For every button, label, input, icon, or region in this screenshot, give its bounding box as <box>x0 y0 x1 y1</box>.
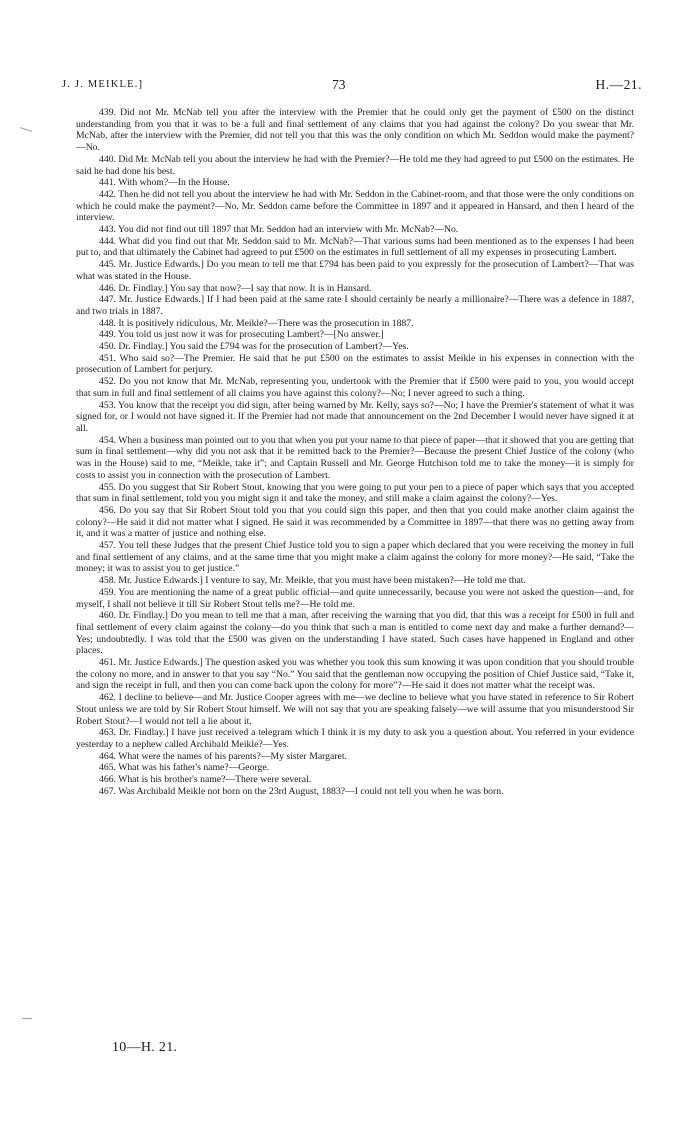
question-461: 461. Mr. Justice Edwards.] The question asked you was whether you took this sum knowing it was upon condition that you should trouble the colony no more, and in answer to that you say “No.” You said that the gentleman now occupying the position of Chief Justice said, “Take it, and sign the receipt in full, and then you can come back upon the colony for more”?—He said it does not matter what the receipt was. <box>76 657 634 692</box>
signature-line: 10—H. 21. <box>112 1040 178 1055</box>
question-449: 449. You told us just now it was for prosecuting Lambert?—[No answer.] <box>99 329 384 341</box>
question-439: 439. Did not Mr. McNab tell you after the interview with the Premier that he could only get the payment of £500 on the distinct understanding from you that it was to be a full and final settlement of any claims that you had against the colony? Do you swear that Mr. McNab, after the interview with the Premier, did not tell you that this was the only condition on which Mr. Seddon would make the payment?—No. <box>76 107 634 154</box>
question-445: 445. Mr. Justice Edwards.] Do you mean to tell me that £794 has been paid to you expressly for the prosecution of Lambert?—That was what was stated in the House. <box>76 259 634 282</box>
page-number: 73 <box>332 77 346 92</box>
question-466: 466. What is his brother's name?—There were several. <box>99 774 312 786</box>
question-444: 444. What did you find out that Mr. Seddon said to Mr. McNab?—That various sums had been mentioned as to the expenses I had been put to, and that ultimately the Cabinet had agreed to put £500 on the estimates in full settlement of all my expenses in prosecuting Lambert. <box>76 235 634 259</box>
page-header <box>62 79 642 97</box>
witness-name: J. J. MEIKLE.] <box>62 79 144 90</box>
question-447: 447. Mr. Justice Edwards.] If I had been paid at the same rate I should certainly be nearly a millionaire?—There was a defence in 1887, and two trials in 1887. <box>76 294 634 317</box>
question-454: 454. When a business man pointed out to you that when you put your name to that piece of paper—that it showed that you are getting that sum in final settlement—why did you not ask that it be remitted back to the Premier?—Because the present Chief Justice of the colony (who was in the House) said to me, “Meikle, take it”; and Captain Russell and Mr. George Hutchison told me to take the money—it is simply for costs to assist you in connection with the prosecution of Lambert. <box>76 434 634 481</box>
question-440: 440. Did Mr. McNab tell you about the interview he had with the Premier?—He told me they had agreed to put £500 on the estimates. He said he had done his best. <box>76 153 634 177</box>
question-451: 451. Who said so?—The Premier. He said that he put £500 on the estimates to assist Meikle in his expenses in connection with the prosecution of Lambert for perjury. <box>76 352 634 376</box>
question-464: 464. What were the names of his parents?—My sister Margaret. <box>99 750 347 762</box>
question-455: 455. Do you suggest that Sir Robert Stout, knowing that you were going to put your pen to a piece of paper which says that you accepted that sum in final settlement, told you you might sign it and take the money, and still make a claim against the colony?—Yes. <box>76 481 634 505</box>
testimony-text <box>76 107 634 797</box>
question-448: 448. It is positively ridiculous, Mr. Meikle?—There was the prosecution in 1887. <box>99 317 414 329</box>
question-465: 465. What was his father's name?—George. <box>99 762 270 774</box>
question-453: 453. You know that the receipt you did sign, after being warned by Mr. Kelly, says so?—No; I have the Premier's statement of what it was signed for, or I would not have signed it. If the Premier had not made that announcement on the 2nd December I would never have signed it at all. <box>76 399 634 434</box>
question-446: 446. Dr. Findlay.] You say that now?—I say that now. It is in Hansard. <box>99 282 372 294</box>
margin-mark <box>22 1018 32 1019</box>
question-456: 456. Do you say that Sir Robert Stout told you that you could sign this paper, and then that you could make another claim against the colony?—He said it did not matter what I signed. He said it was recommended by a Committee in 1897—that there was no getting away from it, and it was a matter of justice and nothing else. <box>76 504 634 540</box>
question-457: 457. You tell these Judges that the present Chief Justice told you to sign a paper which declared that you were receiving the money in full and final settlement of any claims, and at the same time that you might make a claim against the colony for more money?—He said, “Take the money; it was to assist you to get justice.” <box>76 540 634 575</box>
question-459: 459. You are mentioning the name of a great public official—and quite unnecessarily, because you were not asked the question—and, for myself, I shall not believe it till Sir Robert Stout tells me?—He told me. <box>76 586 634 610</box>
margin-mark <box>20 127 32 132</box>
question-443: 443. You did not find out till 1897 that Mr. Seddon had an interview with Mr. McNab?—No. <box>99 224 459 236</box>
question-452: 452. Do you not know that Mr. McNab, representing you, undertook with the Premier that if £500 were paid to you, you would accept that sum in full and final settlement of all claims you have against this colony?—No; I never agreed to such a thing. <box>76 376 634 399</box>
question-441: 441. With whom?—In the House. <box>99 177 230 189</box>
question-450: 450. Dr. Findlay.] You said the £794 was for the prosecution of Lambert?—Yes. <box>99 341 409 353</box>
question-458: 458. Mr. Justice Edwards.] I venture to say, Mr. Meikle, that you must have been mistaken?—He told me that. <box>99 575 526 587</box>
question-467: 467. Was Archibald Meikle not born on the 23rd August, 1883?—I could not tell you when he was born. <box>99 785 504 797</box>
question-442: 442. Then he did not tell you about the interview he had with Mr. Seddon in the Cabinet-room, and that those were the only conditions on which he could make the payment?—No. Mr. Seddon came before the Committee in 1897 and it appeared in Hansard, and then I heard of the interview. <box>76 188 634 224</box>
paper-reference: H.—21. <box>595 77 642 92</box>
question-463: 463. Dr. Findlay.] I have just received a telegram which I think it is my duty to ask you a question about. You referred in your evidence yesterday to a nephew called Archibald Meikle?—Yes. <box>76 727 634 750</box>
question-460: 460. Dr. Findlay.] Do you mean to tell me that a man, after receiving the warning that you did, that this was a receipt for £500 in full and final settlement of every claim against the colony—do you think that such a man is entitled to come next day and make a further demand?—Yes; undoubtedly. I was told that the £500 was given on the understanding I have stated. Such cases have happened in England and other places. <box>76 610 634 657</box>
question-462: 462. I decline to believe—and Mr. Justice Cooper agrees with me—we decline to believe what you have stated in reference to Sir Robert Stout unless we are told by Sir Robert Stout himself. We will not say that you are speaking falsely—we will assume that you misunderstood Sir Robert Stout?—I would not tell a lie about it. <box>76 692 634 727</box>
